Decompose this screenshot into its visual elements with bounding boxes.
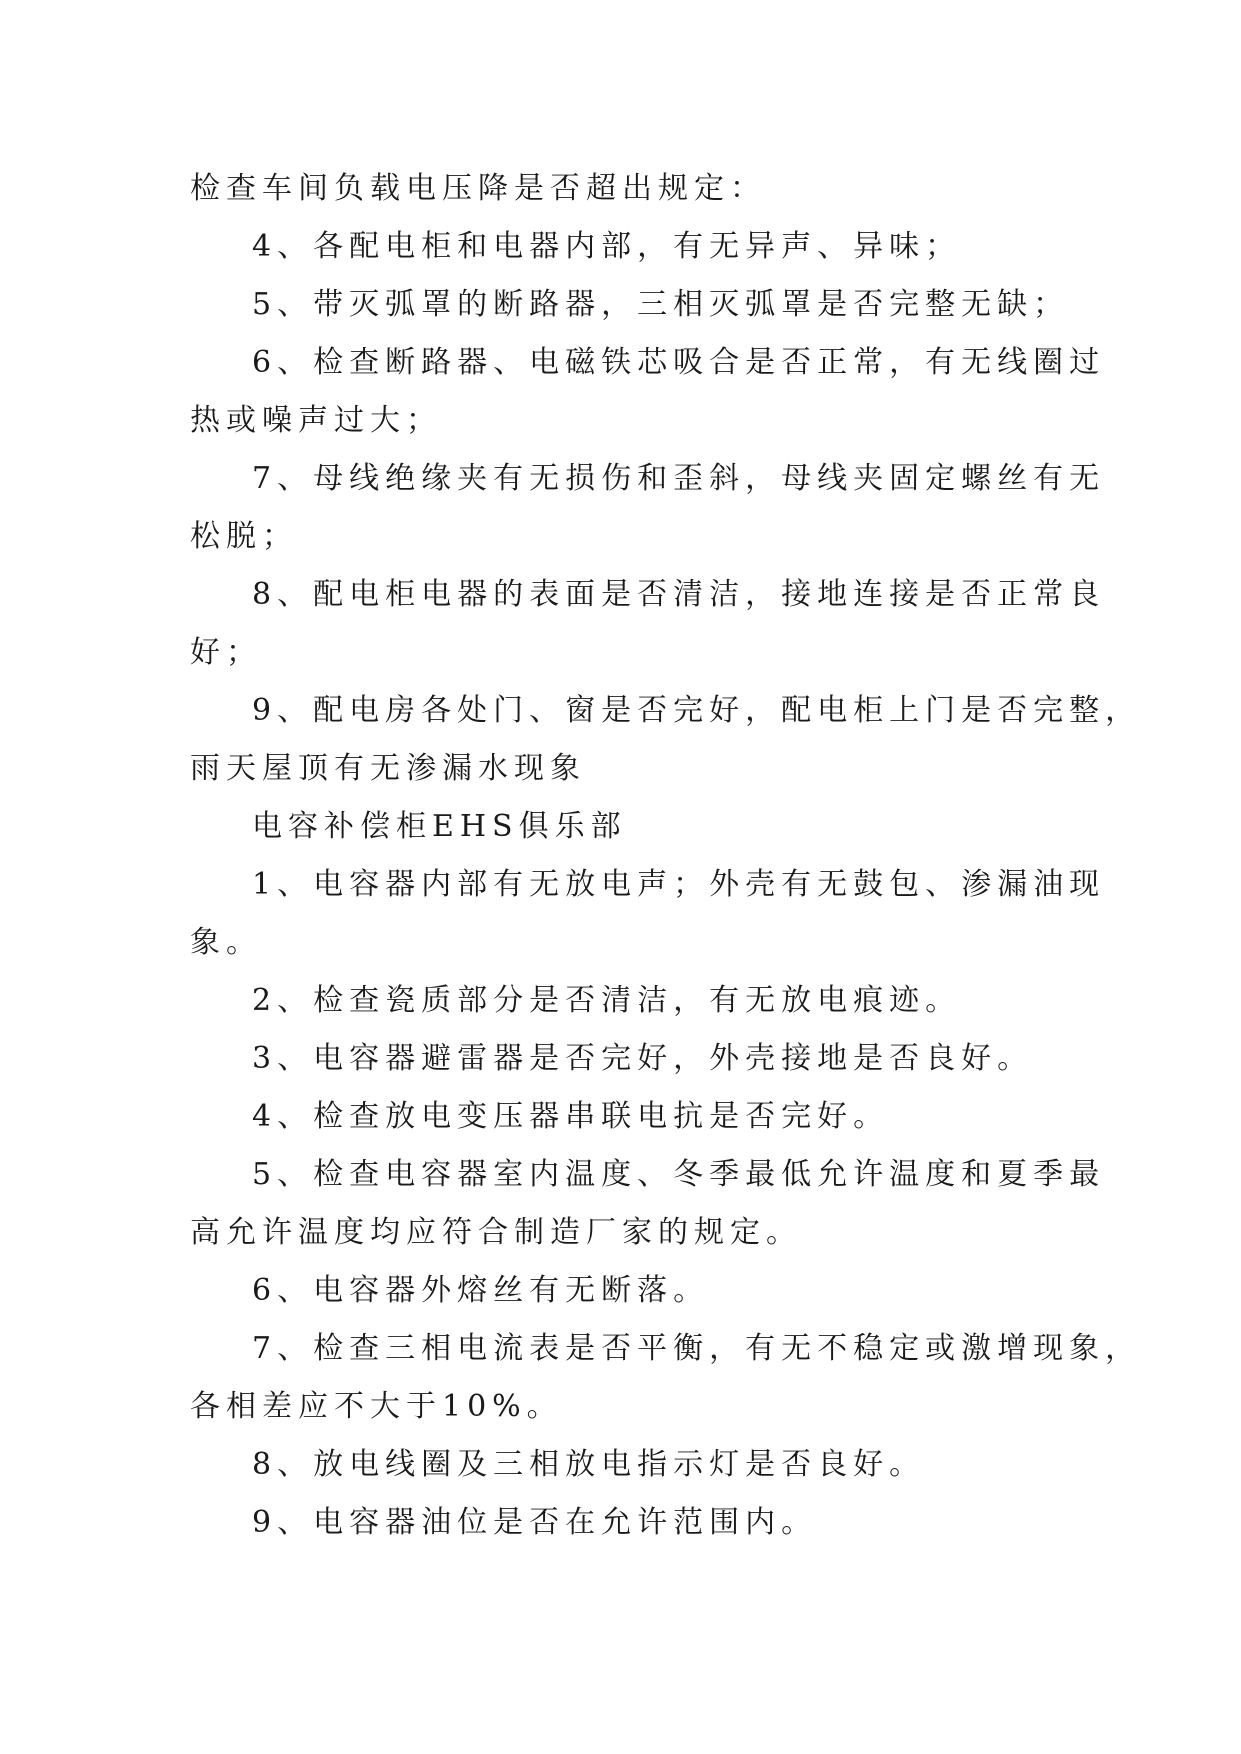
list-item-line: 8、放电线圈及三相放电指示灯是否良好。 (252, 1447, 926, 1482)
paragraph-line: 松脱； (190, 519, 298, 554)
paragraph-line: 检查车间负载电压降是否超出规定： (190, 171, 766, 206)
paragraph-line: 好； (190, 635, 262, 670)
paragraph-line: 高允许温度均应符合制造厂家的规定。 (190, 1215, 802, 1250)
list-item-line: 5、检查电容器室内温度、冬季最低允许温度和夏季最 (252, 1157, 1106, 1192)
paragraph-line: 雨天屋顶有无渗漏水现象 (190, 751, 586, 786)
list-item-line: 5、带灭弧罩的断路器，三相灭弧罩是否完整无缺； (252, 287, 1070, 322)
list-item-line: 7、检查三相电流表是否平衡，有无不稳定或激增现象， (252, 1331, 1142, 1366)
list-item-line: 1、电容器内部有无放电声；外壳有无鼓包、渗漏油现 (252, 867, 1106, 902)
paragraph-line: 各相差应不大于10%。 (190, 1389, 563, 1424)
list-item-line: 9、电容器油位是否在允许范围内。 (252, 1505, 818, 1540)
list-item-line: 6、检查断路器、电磁铁芯吸合是否正常，有无线圈过 (252, 345, 1106, 380)
list-item-line: 4、各配电柜和电器内部，有无异声、异味； (252, 229, 962, 264)
list-item-line: 4、检查放电变压器串联电抗是否完好。 (252, 1099, 890, 1134)
list-item-line: 7、母线绝缘夹有无损伤和歪斜，母线夹固定螺丝有无 (252, 461, 1106, 496)
document-body (190, 160, 1142, 1552)
paragraph-line: 象。 (190, 925, 262, 960)
list-item-line: 6、电容器外熔丝有无断落。 (252, 1273, 710, 1308)
section-heading: 电容补偿柜EHS俱乐部 (252, 809, 627, 844)
list-item-line: 9、配电房各处门、窗是否完好，配电柜上门是否完整， (252, 693, 1142, 728)
list-item-line: 8、配电柜电器的表面是否清洁，接地连接是否正常良 (252, 577, 1106, 612)
paragraph-line: 热或噪声过大； (190, 403, 442, 438)
list-item-line: 2、检查瓷质部分是否清洁，有无放电痕迹。 (252, 983, 962, 1018)
list-item-line: 3、电容器避雷器是否完好，外壳接地是否良好。 (252, 1041, 1034, 1076)
